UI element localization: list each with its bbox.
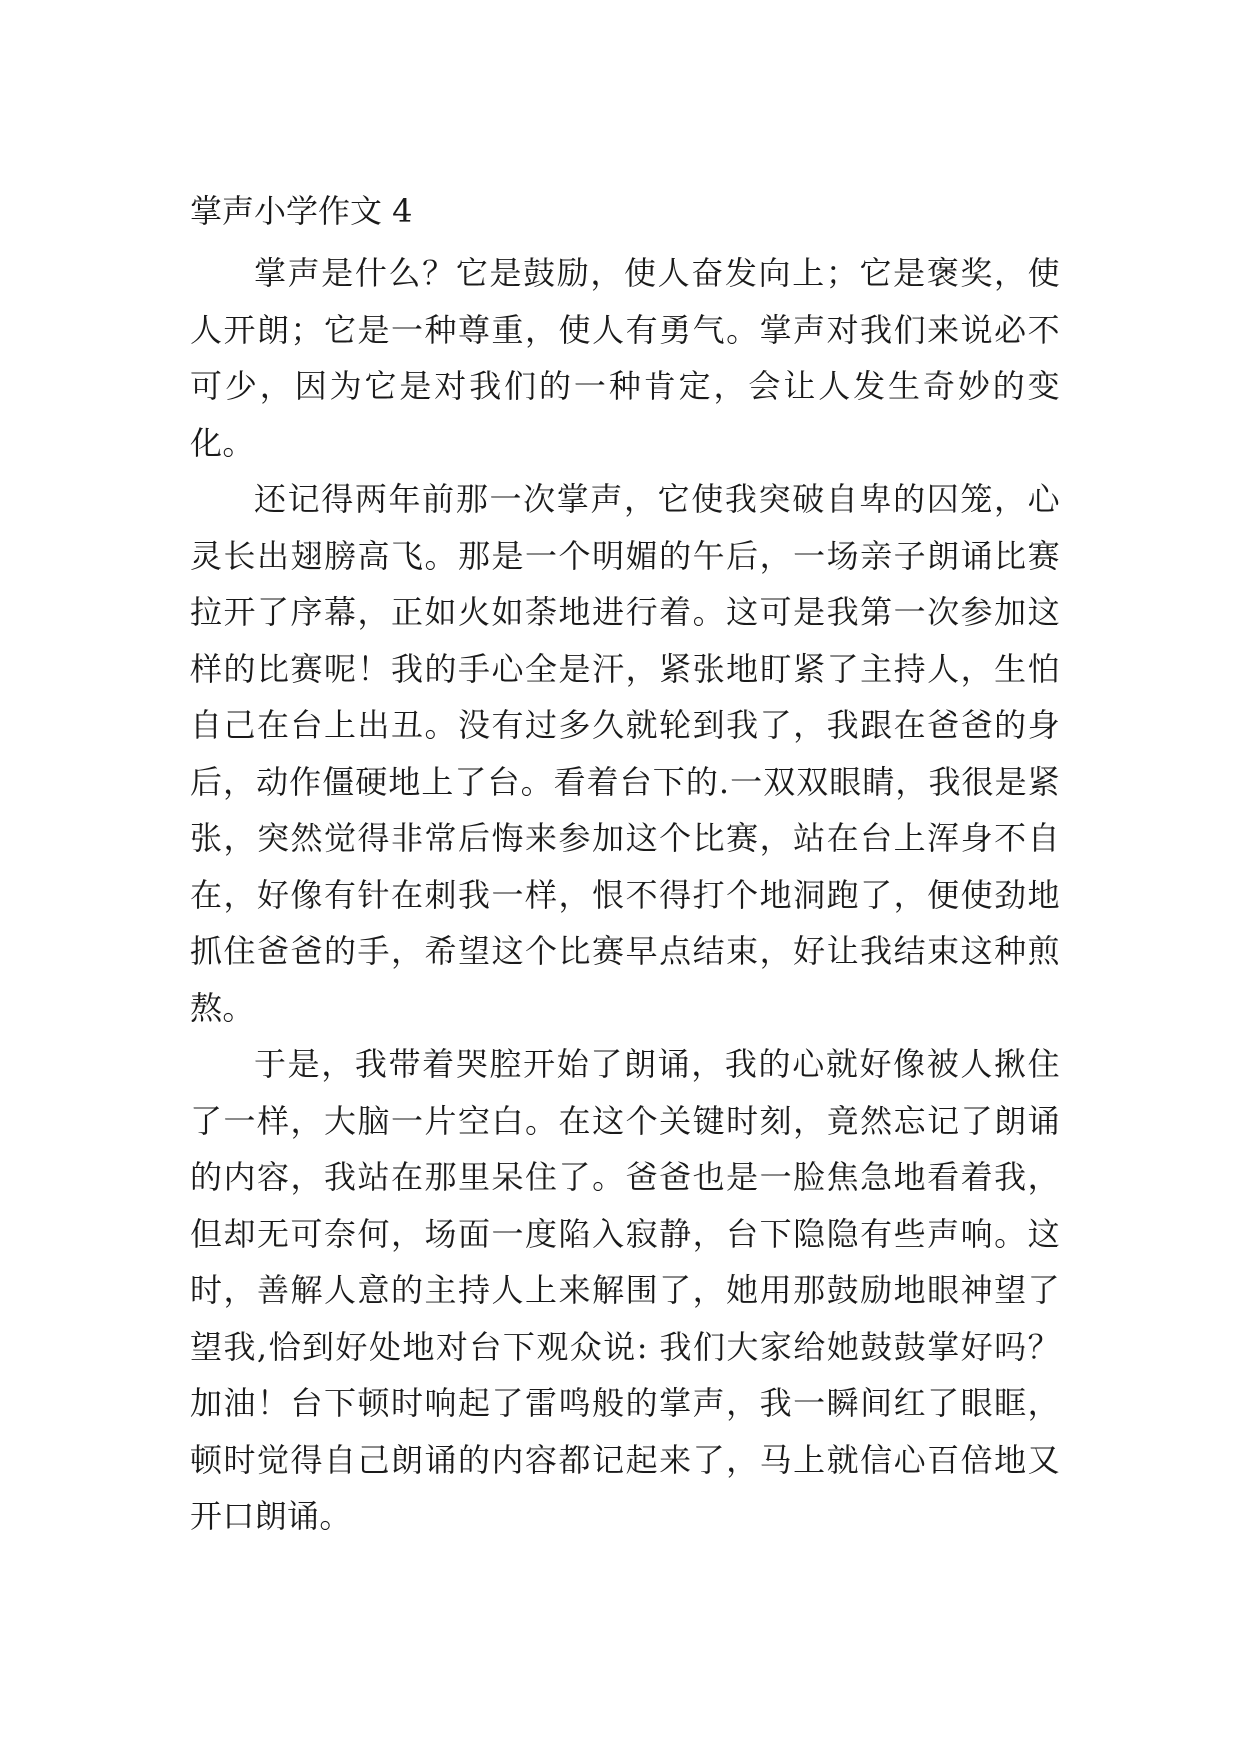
paragraph-2: 还记得两年前那一次掌声，它使我突破自卑的囚笼，心灵长出翅膀高飞。那是一个明媚的午后，一场亲子朗诵比赛拉开了序幕，正如火如荼地进行着。这可是我第一次参加这样的比赛呢！我的手心全是汗，紧张地盯紧了主持人，生怕自己在台上出丑。没有过多久就轮到我了，我跟在爸爸的身后，动作僵硬地上了台。看着台下的.一双双眼睛，我很是紧张，突然觉得非常后悔来参加这个比赛，站在台上浑身不自在，好像有针在刺我一样，恨不得打个地洞跑了，便使劲地抓住爸爸的手，希望这个比赛早点结束，好让我结束这种煎熬。: [190, 480, 1060, 1027]
document-body: [190, 183, 1060, 1545]
document-title: 掌声小学作文 4: [190, 192, 413, 230]
paragraph-3: 于是，我带着哭腔开始了朗诵，我的心就好像被人揪住了一样，大脑一片空白。在这个关键时刻，竟然忘记了朗诵的内容，我站在那里呆住了。爸爸也是一脸焦急地看着我，但却无可奈何，场面一度陷入寂静，台下隐隐有些声响。这时，善解人意的主持人上来解围了，她用那鼓励地眼神望了望我,恰到好处地对台下观众说: 我们大家给她鼓鼓掌好吗？加油！台下顿时响起了雷鸣般的掌声，我一瞬间红了眼眶，顿时觉得自己朗诵的内容都记起来了，马上就信心百倍地又开口朗诵。: [190, 1045, 1060, 1535]
paragraph-1: 掌声是什么？它是鼓励，使人奋发向上；它是褒奖，使人开朗；它是一种尊重，使人有勇气。掌声对我们来说必不可少，因为它是对我们的一种肯定，会让人发生奇妙的变化。: [190, 254, 1060, 462]
